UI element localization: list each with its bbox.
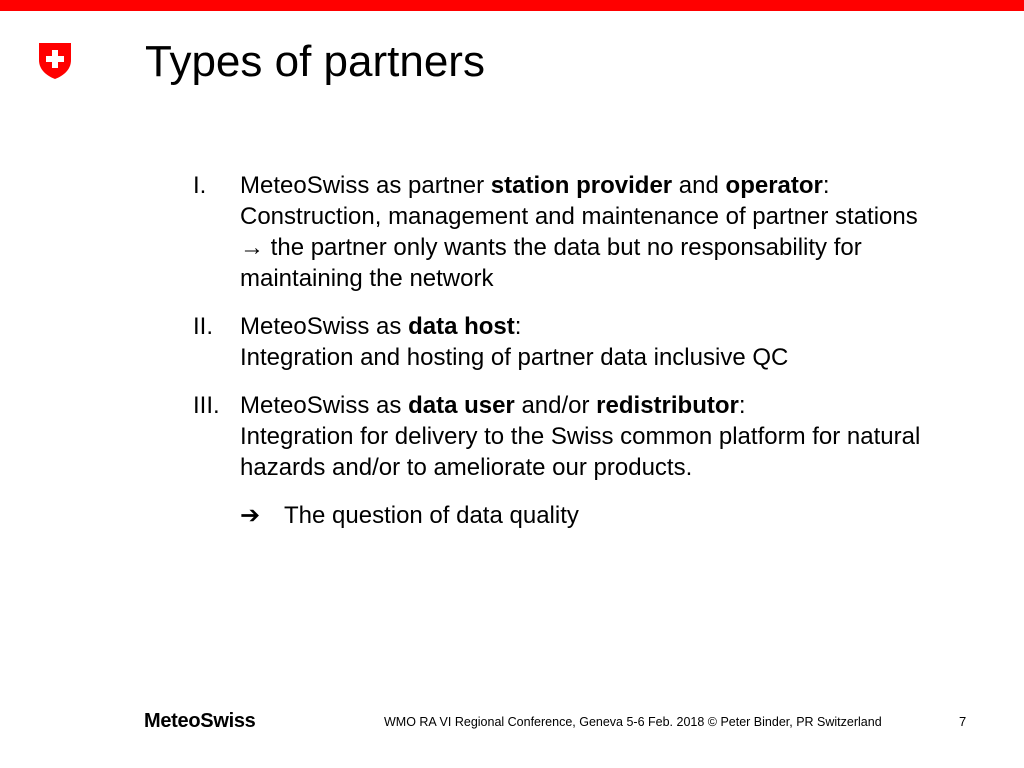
list-numeral: II. — [193, 313, 214, 340]
item-description: Construction, management and maintenance of partner stations — [240, 203, 918, 230]
swiss-shield-logo-icon — [38, 42, 72, 80]
item-description: maintaining the network — [240, 265, 494, 292]
list-item — [193, 170, 983, 294]
item-heading: MeteoSwiss as data user and/or redistributor: — [240, 392, 746, 419]
slide-title: Types of partners — [145, 37, 485, 86]
conclusion-text: The question of data quality — [284, 502, 579, 529]
conclusion-line — [193, 500, 983, 531]
item-description: Integration for delivery to the Swiss common platform for natural — [240, 423, 921, 450]
item-description: → the partner only wants the data but no responsability for — [240, 234, 862, 261]
item-heading: MeteoSwiss as partner station provider and operator: — [240, 172, 830, 199]
list-item — [193, 311, 983, 373]
list-item — [193, 390, 983, 483]
partner-types-list — [193, 170, 983, 531]
bold-right-arrow-icon: ➔ — [240, 502, 261, 529]
footer-citation: WMO RA VI Regional Conference, Geneva 5-6 Feb. 2018 © Peter Binder, PR Switzerland — [384, 715, 882, 729]
top-accent-bar — [0, 0, 1024, 11]
item-heading: MeteoSwiss as data host: — [240, 313, 522, 340]
list-numeral: III. — [193, 392, 220, 419]
page-number: 7 — [959, 714, 967, 729]
item-description: Integration and hosting of partner data inclusive QC — [240, 344, 789, 371]
list-numeral: I. — [193, 172, 207, 199]
meteoswiss-logo: MeteoSwiss — [144, 710, 256, 732]
item-description: hazards and/or to ameliorate our products. — [240, 454, 693, 481]
right-arrow-icon: → — [240, 234, 264, 261]
